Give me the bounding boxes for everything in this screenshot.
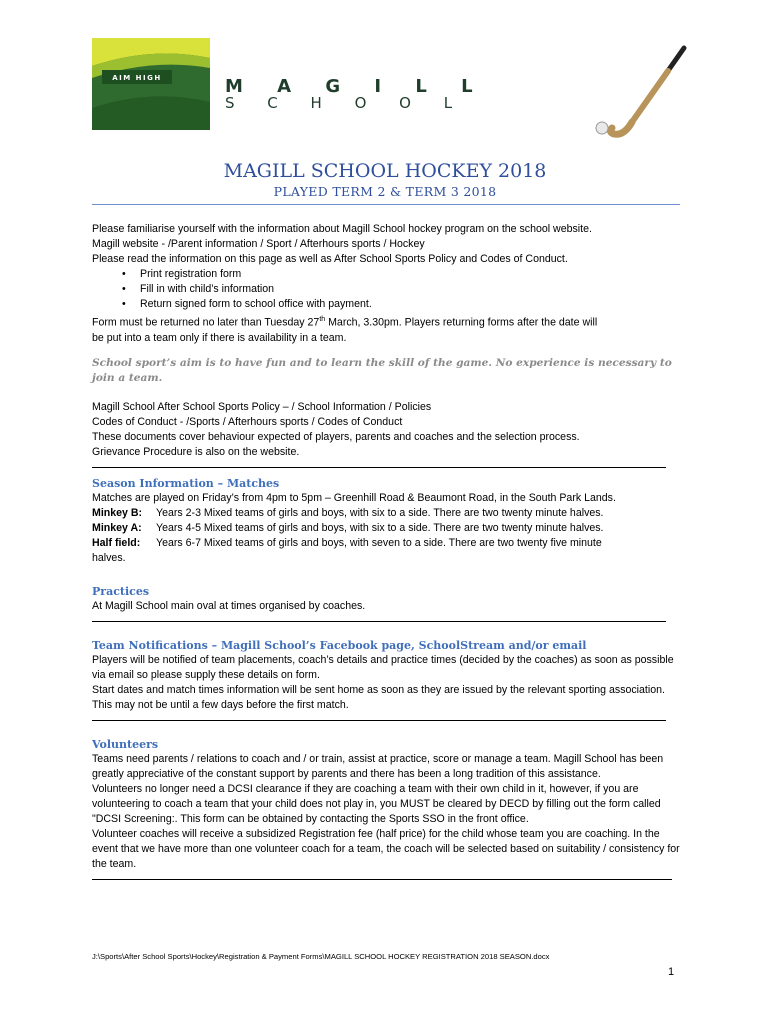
volunteers-para-3: Volunteer coaches will receive a subsidized Registration fee (half price) for the child whose team you are coaching. In the event that we have more than one volunteer coach for a team, the coach will be selected based on suitability / consistency for the team.: [92, 827, 680, 870]
document-body: [92, 222, 682, 882]
season-row-label: Half field:: [92, 536, 141, 549]
volunteers-heading: Volunteers: [92, 737, 159, 751]
season-tail: halves.: [92, 551, 126, 564]
file-path-footer: J:\Sports\After School Sports\Hockey\Registration & Payment Forms\MAGILL SCHOOL HOCKEY REGISTRATION 2018 SEASON.docx: [92, 952, 550, 961]
season-row-text: Years 4-5 Mixed teams of girls and boys, with six to a side. There are two twenty minute halves.: [156, 521, 604, 534]
volunteers-para-1: Teams need parents / relations to coach and / or train, assist at practice, score or manage a team. Magill School has been greatly appreciative of the constant support by parents and there has been a long tradition of this assistance.: [92, 752, 664, 780]
tagline: School sport’s aim is to have fun and to learn the skill of the game. No experience is necessary to join a team.: [92, 356, 672, 384]
policy-line-2: Codes of Conduct - /Sports / Afterhours sports / Codes of Conduct: [92, 415, 403, 428]
hockey-stick-icon: [590, 44, 690, 140]
season-row: [92, 506, 682, 521]
season-row-text: Years 2-3 Mixed teams of girls and boys, with six to a side. There are two twenty minute halves.: [156, 506, 604, 519]
school-logo: [92, 38, 210, 130]
title-divider: [92, 204, 680, 205]
intro-line-3: Please read the information on this page as well as After School Sports Policy and Codes of Conduct.: [92, 253, 568, 265]
season-row: [92, 521, 682, 536]
list-item: • Print registration form: [122, 267, 682, 282]
logo-school-name: M A G I L L: [225, 76, 487, 97]
season-intro: Matches are played on Friday’s from 4pm to 5pm – Greenhill Road & Beaumont Road, in the South Park Lands.: [92, 491, 616, 504]
season-row-label: Minkey A:: [92, 521, 142, 534]
season-row-text: Years 6-7 Mixed teams of girls and boys, with seven to a side. There are two twenty five minute: [156, 536, 602, 549]
notifications-para-1: Players will be notified of team placements, coach’s details and practice times (decided by the coaches) as soon as possible via email so please supply these details on form.: [92, 653, 674, 681]
volunteers-para-2: Volunteers no longer need a DCSI clearance if they are coaching a team with their own child in it, however, if you are volunteering to coach a team that your child does not play in, you MUST be cleared by DECD by filling out the form called "DCSI Screening:. This form can be obtained by contacting the Sports SSO in the front office.: [92, 782, 661, 825]
notifications-heading: Team Notifications – Magill School’s Facebook page, SchoolStream and/or email: [92, 638, 587, 652]
season-row-label: Minkey B:: [92, 506, 143, 519]
practices-text: At Magill School main oval at times organised by coaches.: [92, 599, 366, 612]
section-divider: [92, 720, 666, 721]
season-heading: Season Information – Matches: [92, 476, 280, 490]
section-divider: [92, 879, 672, 880]
instruction-list: [92, 267, 682, 312]
deadline-text: Form must be returned no later than Tuesday 27th March, 3.30pm. Players returning forms after the date will: [92, 316, 598, 329]
practices-heading: Practices: [92, 584, 150, 598]
section-divider: [92, 467, 666, 468]
intro-line-2: Magill website - /Parent information / Sport / Afterhours sports / Hockey: [92, 238, 425, 250]
list-item: • Fill in with child’s information: [122, 282, 682, 297]
intro-line-1: Please familiarise yourself with the information about Magill School hockey program on the school website.: [92, 223, 592, 235]
logo-school-word: S C H O O L: [225, 94, 467, 112]
policy-line-1: Magill School After School Sports Policy – / School Information / Policies: [92, 400, 432, 413]
logo-motto: AIM HIGH: [112, 74, 162, 82]
season-row: [92, 536, 682, 551]
policy-line-3: These documents cover behaviour expected of players, parents and coaches and the selection process.: [92, 430, 580, 443]
page-title: MAGILL SCHOOL HOCKEY 2018: [223, 160, 547, 182]
page-number: 1: [668, 966, 675, 978]
deadline-text-2: be put into a team only if there is availability in a team.: [92, 331, 347, 344]
policy-line-4: Grievance Procedure is also on the website.: [92, 445, 300, 458]
section-divider: [92, 621, 666, 622]
notifications-para-2: Start dates and match times information will be sent home as soon as they are issued by the relevant sporting association. This may not be until a few days before the first match.: [92, 683, 665, 711]
page-subtitle: PLAYED TERM 2 & TERM 3 2018: [273, 184, 497, 199]
list-item: • Return signed form to school office with payment.: [122, 297, 682, 312]
